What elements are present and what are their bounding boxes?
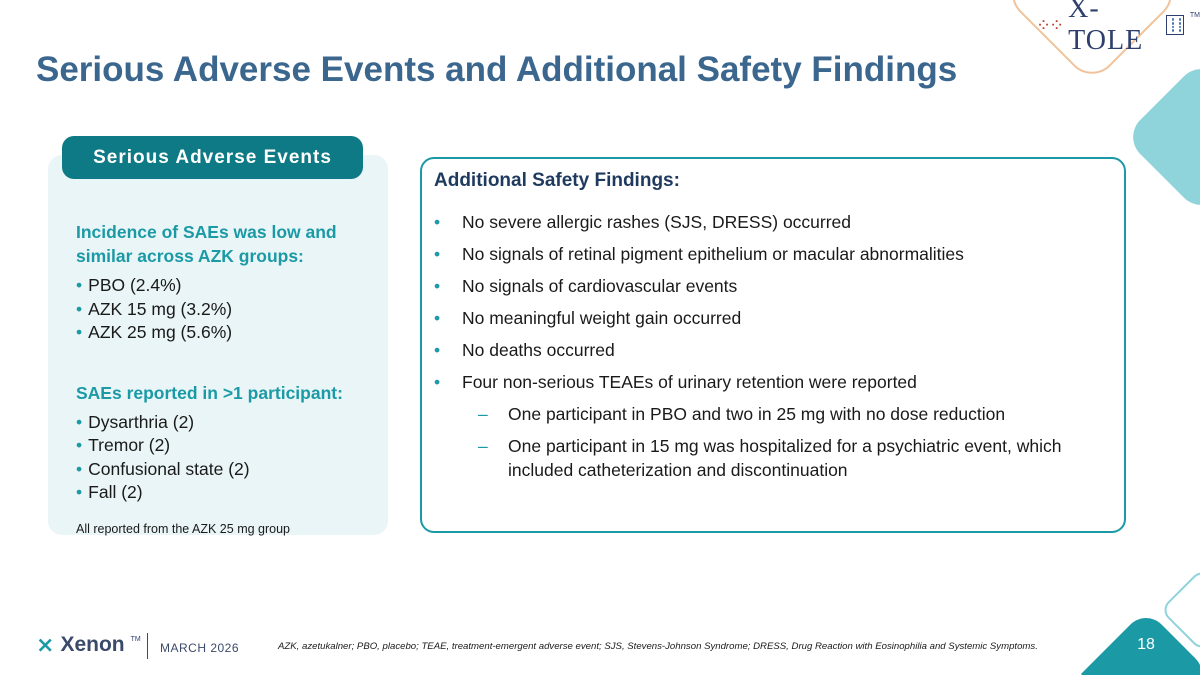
list-item: • No signals of retinal pigment epithelium or macular abnormalities [434, 244, 964, 264]
list-item: • No signals of cardiovascular events [434, 276, 738, 296]
bullet-icon: • [76, 411, 83, 432]
logo-grid-icon [1166, 15, 1184, 35]
bullet-icon: • [434, 340, 441, 360]
list-item: • AZK 25 mg (5.6%) [76, 321, 376, 345]
logo-trademark: TM [1189, 12, 1200, 19]
sae-panel-content [76, 220, 376, 536]
dash-icon: – [478, 404, 488, 424]
xenon-logo [36, 632, 141, 658]
list-item: • Fall (2) [76, 481, 376, 505]
sub-list-item: – One participant in PBO and two in 25 mg with no dose reduction [478, 404, 1006, 424]
xenon-trademark: TM [130, 636, 141, 643]
incidence-heading: Incidence of SAEs was low and similar across AZK groups: [76, 222, 337, 266]
footer-divider [147, 633, 148, 659]
sub-list-item: – One participant in 15 mg was hospitalized for a psychiatric event, which included catheterization and discontinuation [478, 436, 1062, 480]
bullet-icon: • [76, 482, 83, 502]
decorative-diamond-teal [1123, 59, 1200, 215]
reported-heading: SAEs reported in >1 participant: [76, 382, 343, 403]
reported-list [76, 411, 376, 505]
list-item: • No deaths occurred [434, 340, 615, 360]
list-item: • Four non-serious TEAEs of urinary retention were reported [434, 372, 917, 392]
abbreviations-footnote: AZK, azetukalner; PBO, placebo; TEAE, treatment-emergent adverse event; SJS, Stevens-Johnson Syndrome; DRESS, Drug Reaction with Eosinophilia and Systemic Symptoms. [278, 641, 1038, 652]
sae-panel-header: Serious Adverse Events [62, 136, 363, 179]
bullet-icon: • [76, 275, 83, 295]
list-item: • Tremor (2) [76, 434, 376, 458]
slide-title: Serious Adverse Events and Additional Safety Findings [36, 50, 958, 89]
xenon-wordmark: Xenon [60, 633, 125, 656]
bullet-icon: • [434, 276, 441, 296]
x-tole-logo [1036, 0, 1200, 56]
bullet-icon: • [434, 372, 441, 392]
findings-heading: Additional Safety Findings: [434, 170, 680, 191]
list-item: • No severe allergic rashes (SJS, DRESS) occurred [434, 212, 852, 232]
list-item: • No meaningful weight gain occurred [434, 308, 742, 328]
footer-date: MARCH 2026 [160, 641, 240, 655]
list-item: • Dysarthria (2) [76, 411, 376, 435]
page-number: 18 [1137, 636, 1155, 653]
list-item: • PBO (2.4%) [76, 274, 376, 298]
bullet-icon: • [76, 298, 83, 319]
bullet-icon: • [76, 435, 83, 455]
findings-list [434, 210, 1114, 490]
sae-note: All reported from the AZK 25 mg group [76, 521, 290, 536]
dash-icon: – [478, 436, 488, 456]
list-item: • AZK 15 mg (3.2%) [76, 298, 376, 322]
logo-text: X-TOLE [1068, 0, 1144, 56]
list-item: • Confusional state (2) [76, 458, 376, 482]
x-tole-mark-icon: ⁘⁘ [1036, 14, 1063, 36]
xenon-x-icon: ⨯ [36, 632, 55, 657]
bullet-icon: • [76, 322, 83, 342]
bullet-icon: • [434, 308, 441, 328]
incidence-list [76, 274, 376, 345]
bullet-icon: • [434, 212, 441, 232]
bullet-icon: • [76, 458, 83, 479]
bullet-icon: • [434, 244, 441, 264]
